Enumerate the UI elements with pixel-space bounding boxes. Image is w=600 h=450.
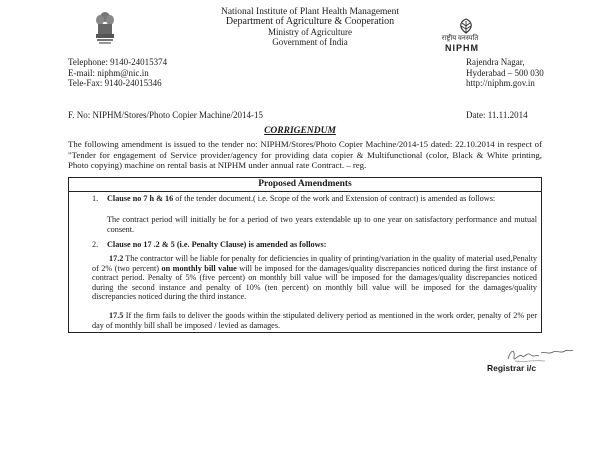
item-number: 1. [92,194,99,203]
logo-hindi-text: राष्ट्रीय वनस्पति [441,34,479,42]
clause-17-5 [92,311,537,330]
intro-paragraph: The following amendment is issued to the tender no: NIPHM/Stores/Photo Copier Machine/2014-15 dated: 22.10.2014 in respect of "Tender for engagement of Service provider/agency for providing data copier & Multifunctional (color, Black & White printing, Photo copying) machine on rental basis at NIPHM under annual rate Contract. – reg. [68,139,542,170]
website: http://niphm.gov.in [466,78,535,88]
clause-text: If the firm fails to deliver the goods within the stipulated delivery period as mentioned in the work order, penalty of 2% per day of monthly bill shall be imposed / levied as damages. [92,311,537,330]
clause-text: The contractor will be liable for penalty for deficiencies in quality of printing/variation in the quality of material used,Penalty of 2% (two percent) [92,254,537,273]
item-number: 2. [92,240,99,249]
logo-text: NIPHM [445,43,479,53]
contact-details [68,57,167,89]
telefax: Tele-Fax: 9140-24015346 [68,78,162,88]
document-date: Date: 11.11.2014 [466,110,528,120]
niphm-logo [441,18,486,53]
clause-description: of the tender document.( i.e. Scope of the work and Extension of contract) is amended as follows: [173,194,496,203]
address-line-1: Rajendra Nagar, [466,57,525,67]
clause-17-2 [92,254,537,302]
department-name: Department of Agriculture & Cooperation [225,16,395,27]
signatory-designation: Registrar i/c [487,363,537,373]
clause-number: 17.2 [109,254,124,263]
clause-number: 17.5 [109,311,124,320]
ministry-name: Ministry of Agriculture [268,27,352,37]
leaf-icon [455,18,477,34]
amendments-title: Proposed Amendments [258,179,352,189]
divider [68,191,542,192]
document-title: CORRIGENDUM [264,126,336,136]
telephone: Telephone: 9140-24015374 [68,57,168,67]
amendment-item-2 [107,240,537,250]
national-emblem-icon [94,10,116,46]
address-block [466,57,544,89]
amendment-item-1 [107,194,537,204]
email: E-mail: niphm@nic.in [68,67,149,78]
clause-reference: Clause no 7 h & 16 [107,194,174,203]
clause-text: will be imposed for the damages/quality discrepancies noticed during the first instance of contract period. Penalty of 5% (five percent) on monthly bill value will be imposed for the damages/quality discrepancies noticed during the second instance and penalty of 10% (ten percent) on monthly bill value will be imposed for the damages/quality discrepancies noticed during the third instance. [92,263,537,302]
clause-emphasis: on monthly bill value [161,263,237,273]
government-name: Government of India [272,37,348,47]
letterhead [190,7,430,47]
amendment-item-1-body: The contract period will initially be for a period of two years extendable up to one year on satisfactory performance and mutual consent. [107,215,537,234]
clause-reference: Clause no 17 .2 & 5 (i.e. Penalty Clause) is amended as follows: [107,240,327,249]
institute-name: National Institute of Plant Health Management [220,7,400,17]
file-number: F. No: NIPHM/Stores/Photo Copier Machine/2014-15 [68,110,264,120]
address-line-2: Hyderabad – 500 030 [466,67,544,78]
